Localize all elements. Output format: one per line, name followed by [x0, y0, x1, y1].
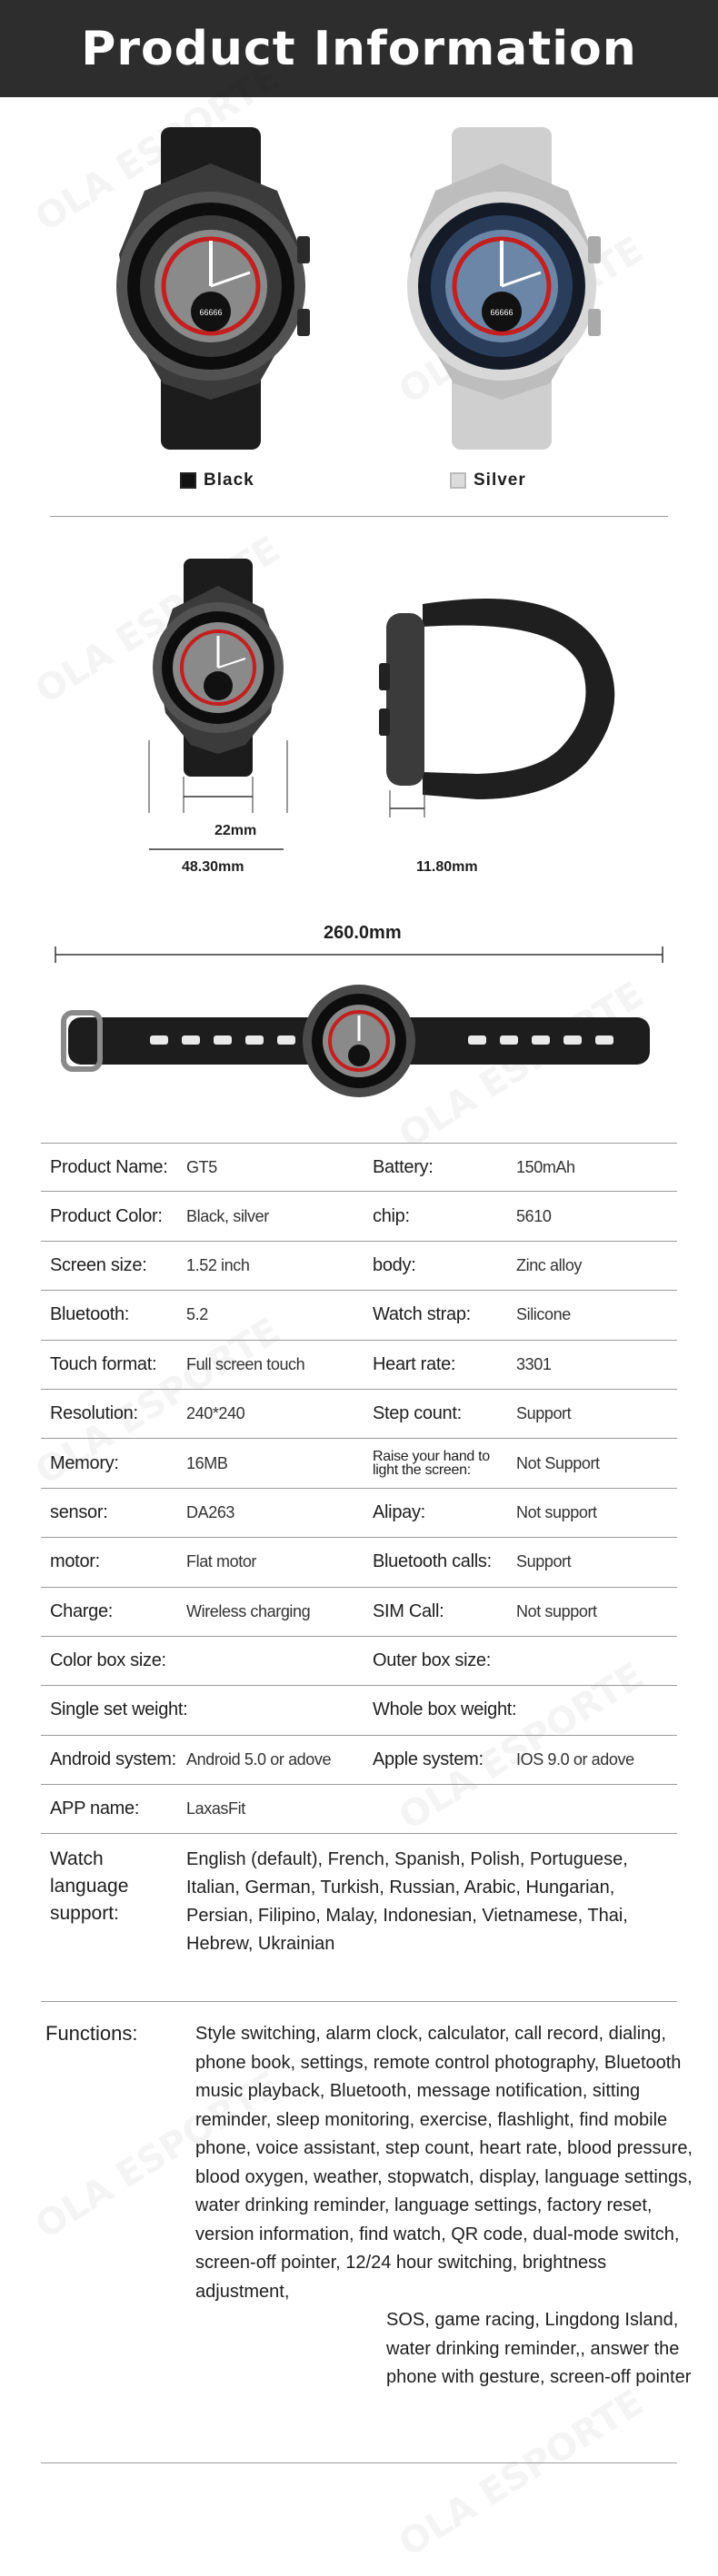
- spec-row: [41, 1341, 677, 1390]
- spec-label: Single set weight:: [50, 1699, 188, 1720]
- spec-value: Wireless charging: [186, 1601, 311, 1620]
- language-support-section: [41, 1831, 677, 2002]
- functions-section: [41, 2002, 693, 2463]
- spec-row: [41, 1390, 677, 1439]
- spec-value: Not support: [516, 1601, 597, 1620]
- total-length-line: [50, 945, 668, 965]
- dial-readout: 66666: [490, 308, 514, 317]
- specs-table: [41, 1143, 677, 1834]
- spec-row: [41, 1538, 677, 1587]
- spec-label: Android system:: [50, 1749, 176, 1769]
- spec-label: Memory:: [50, 1452, 119, 1473]
- functions-text: Style switching, alarm clock, calculator, call record, dialing, phone book, settings, remote control photography, Bluetooth music playback, Bluetooth, message notification, sitting reminder, sleep monitoring, exercise, flashlight, find mobile phone, voice assistant, step count, heart rate, blood pressure, blood oxygen, weather, stopwatch, display, language settings, water drinking reminder, language settings, factory reset, version information, find watch, QR code, dual-mode switch, screen-off pointer, 12/24 hour switching, brightness adjustment,: [195, 2024, 693, 2302]
- spec-label: chip:: [373, 1205, 410, 1226]
- spec-label: SIM Call:: [373, 1600, 444, 1621]
- spec-row: [41, 1736, 677, 1785]
- spec-label: Color box size:: [50, 1650, 166, 1671]
- spec-value: 150mAh: [516, 1157, 575, 1176]
- spec-value: IOS 9.0 or adove: [516, 1749, 634, 1769]
- spec-value: Not Support: [516, 1453, 600, 1472]
- spec-row: [41, 1785, 677, 1834]
- spec-value: 240*240: [186, 1404, 245, 1423]
- dial-readout: 66666: [199, 308, 223, 317]
- spec-label: Apple system:: [373, 1749, 484, 1769]
- case-width-label: 48.30mm: [182, 859, 244, 875]
- spec-row: [41, 1637, 677, 1686]
- case-width-line: [144, 839, 289, 859]
- spec-row: [41, 1143, 677, 1192]
- spec-row: [41, 1588, 677, 1637]
- watch-front-dimension-image: [145, 559, 291, 813]
- spec-label: Charge:: [50, 1600, 114, 1621]
- spec-label: Bluetooth calls:: [373, 1551, 492, 1572]
- spec-value: Not support: [516, 1502, 597, 1521]
- spec-label: Watch strap:: [373, 1304, 471, 1325]
- spec-value: GT5: [186, 1157, 217, 1176]
- spec-value: 5610: [516, 1206, 552, 1225]
- variant-black-label: Black: [180, 471, 254, 490]
- spec-label: Screen size:: [50, 1254, 147, 1275]
- spec-value: LaxasFit: [186, 1799, 245, 1818]
- spec-row: [41, 1242, 677, 1291]
- black-swatch-icon: [180, 472, 196, 489]
- spec-label: Battery:: [373, 1156, 434, 1177]
- spec-label: motor:: [50, 1551, 100, 1572]
- watch-silver-image: [395, 127, 609, 450]
- spec-row: [41, 1291, 677, 1340]
- spec-value: Support: [516, 1552, 572, 1571]
- spec-row: [41, 1192, 677, 1241]
- divider: [50, 516, 668, 517]
- spec-value: 1.52 inch: [186, 1255, 250, 1274]
- spec-value: Black, silver: [186, 1206, 269, 1225]
- spec-row: [41, 1439, 677, 1488]
- spec-label: Raise your hand to light the screen:: [373, 1449, 490, 1479]
- spec-value: 5.2: [186, 1305, 208, 1324]
- functions-label: Functions:: [45, 2022, 138, 2045]
- spec-value: 3301: [516, 1354, 552, 1373]
- spec-row: [41, 1686, 677, 1735]
- spec-label: Whole box weight:: [373, 1699, 517, 1720]
- spec-value: Android 5.0 or adove: [186, 1749, 332, 1769]
- spec-value: Support: [516, 1404, 572, 1423]
- face-width-label: 22mm: [214, 823, 257, 838]
- spec-value: Zinc alloy: [516, 1255, 583, 1274]
- silver-swatch-icon: [450, 472, 466, 489]
- spec-label: Alipay:: [373, 1501, 425, 1522]
- spec-label: APP name:: [50, 1798, 140, 1819]
- spec-value: Flat motor: [186, 1552, 257, 1571]
- total-length-label: 260.0mm: [324, 923, 402, 943]
- watch-full-length-image: [50, 981, 668, 1099]
- spec-label: sensor:: [50, 1501, 108, 1522]
- watch-black-image: [105, 127, 318, 450]
- spec-value: Full screen touch: [186, 1354, 305, 1373]
- spec-label: Step count:: [373, 1403, 462, 1424]
- language-value: English (default), French, Spanish, Polish, Portuguese, Italian, German, Turkish, Russian, Arabic, Hungarian, Persian, Filipino, Malay, Indonesian, Vietnamese, Thai, Hebrew, Ukrainian: [186, 1849, 628, 1954]
- spec-label: Bluetooth:: [50, 1304, 130, 1325]
- spec-label: Heart rate:: [373, 1353, 456, 1374]
- spec-value: 16MB: [186, 1453, 228, 1472]
- watch-side-dimension-image: [368, 563, 632, 817]
- spec-value: DA263: [186, 1502, 235, 1521]
- language-label: Watch language support:: [50, 1848, 129, 1924]
- thickness-label: 11.80mm: [416, 859, 478, 875]
- functions-text-continued: SOS, game racing, Lingdong Island, water drinking reminder,, answer the phone with gesture, screen-off pointer: [386, 2310, 692, 2387]
- spec-label: body:: [373, 1254, 416, 1275]
- page-header: [0, 0, 718, 97]
- spec-label: Outer box size:: [373, 1650, 492, 1671]
- page-title: Product Information: [81, 21, 637, 76]
- functions-value: [195, 2020, 704, 2393]
- spec-label: Touch format:: [50, 1353, 157, 1374]
- spec-value: Silicone: [516, 1305, 571, 1324]
- spec-label: Product Name:: [50, 1156, 168, 1177]
- variant-silver-label: Silver: [450, 471, 526, 490]
- spec-label: Resolution:: [50, 1403, 138, 1424]
- spec-row: [41, 1489, 677, 1538]
- spec-label: Product Color:: [50, 1205, 163, 1226]
